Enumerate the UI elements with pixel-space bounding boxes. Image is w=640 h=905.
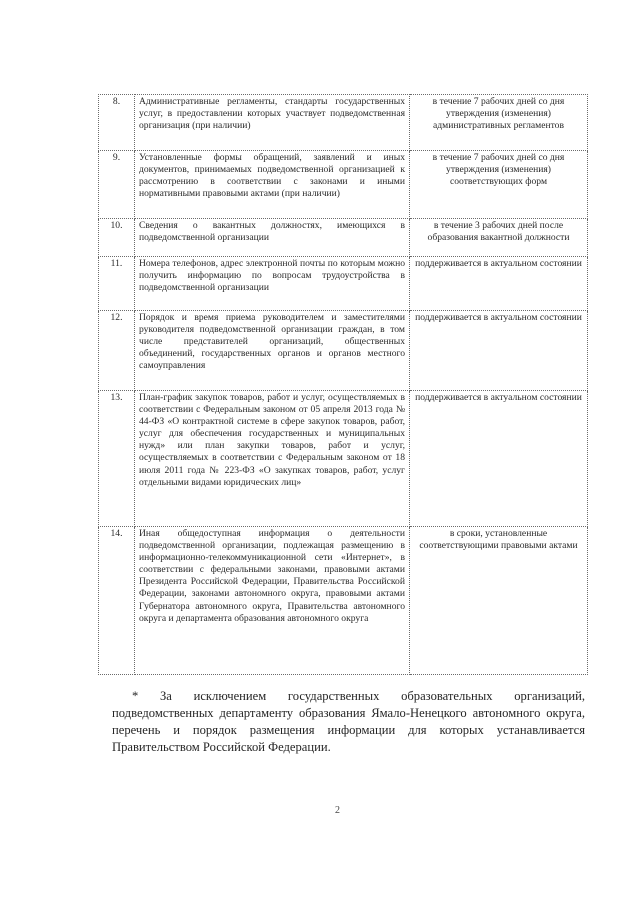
- row-number: 11.: [99, 257, 135, 311]
- row-term: поддерживается в актуальном состоянии: [410, 391, 588, 527]
- footnote-text: * За исключением государственных образовательных организаций, подведомственных департаменту образования Ямало-Ненецкого автономного округа, перечень и порядок размещения информации для которых устанавливается Правительством Российской Федерации.: [112, 689, 585, 754]
- row-number: 13.: [99, 391, 135, 527]
- row-term: в течение 7 рабочих дней со дня утверждения (изменения) административных регламентов: [410, 95, 588, 151]
- row-description: План-график закупок товаров, работ и услуг, осуществляемых в соответствии с Федеральным законом от 05 апреля 2013 года № 44-ФЗ «О контрактной системе в сфере закупок товаров, работ, услуг для обеспечения государственных и муниципальных нужд» или план закупки товаров, работ и услуг, осуществляемых в соответствии с Федеральным законом от 18 июля 2011 года № 223-ФЗ «О закупках товаров, работ, услуг отдельными видами юридических лиц»: [135, 391, 410, 527]
- row-term: в течение 7 рабочих дней со дня утверждения (изменения) соответствующих форм: [410, 151, 588, 219]
- table-row: [99, 219, 588, 257]
- table-row: [99, 257, 588, 311]
- row-number: 14.: [99, 527, 135, 675]
- row-number: 10.: [99, 219, 135, 257]
- row-description: Порядок и время приема руководителем и заместителями руководителя подведомственной организации граждан, в том числе представителей организаций, общественных объединений, государственных органов и органов местного самоуправления: [135, 311, 410, 391]
- page-number: 2: [335, 805, 340, 816]
- table-row: [99, 391, 588, 527]
- row-description: Сведения о вакантных должностях, имеющихся в подведомственной организации: [135, 219, 410, 257]
- table-row: [99, 151, 588, 219]
- table-row: [99, 95, 588, 151]
- row-description: Номера телефонов, адрес электронной почты по которым можно получить информацию по вопросам трудоустройства в подведомственной организации: [135, 257, 410, 311]
- row-term: поддерживается в актуальном состоянии: [410, 311, 588, 391]
- row-term: в течение 3 рабочих дней после образования вакантной должности: [410, 219, 588, 257]
- row-number: 8.: [99, 95, 135, 151]
- footnote: [112, 688, 585, 756]
- row-description: Установленные формы обращений, заявлений и иных документов, принимаемых подведомственной организацией к рассмотрению в соответствии с законами и иными нормативными правовыми актами (при наличии): [135, 151, 410, 219]
- row-description: Административные регламенты, стандарты государственных услуг, в предоставлении которых участвует подведомственная организация (при наличии): [135, 95, 410, 151]
- row-term: поддерживается в актуальном состоянии: [410, 257, 588, 311]
- row-number: 12.: [99, 311, 135, 391]
- row-description: Иная общедоступная информация о деятельности подведомственной организации, подлежащая размещению в информационно-телекоммуникационной сети «Интернет», в соответствии с федеральными законами, правовыми актами Президента Российской Федерации, Правительства Российской Федерации, законами автономного округа, правовыми актами Губернатора автономного округа, Правительства автономного округа и департамента образования автономного округа: [135, 527, 410, 675]
- row-number: 9.: [99, 151, 135, 219]
- table-row: [99, 527, 588, 675]
- row-term: в сроки, установленные соответствующими правовыми актами: [410, 527, 588, 675]
- table-row: [99, 311, 588, 391]
- information-table: [98, 94, 588, 675]
